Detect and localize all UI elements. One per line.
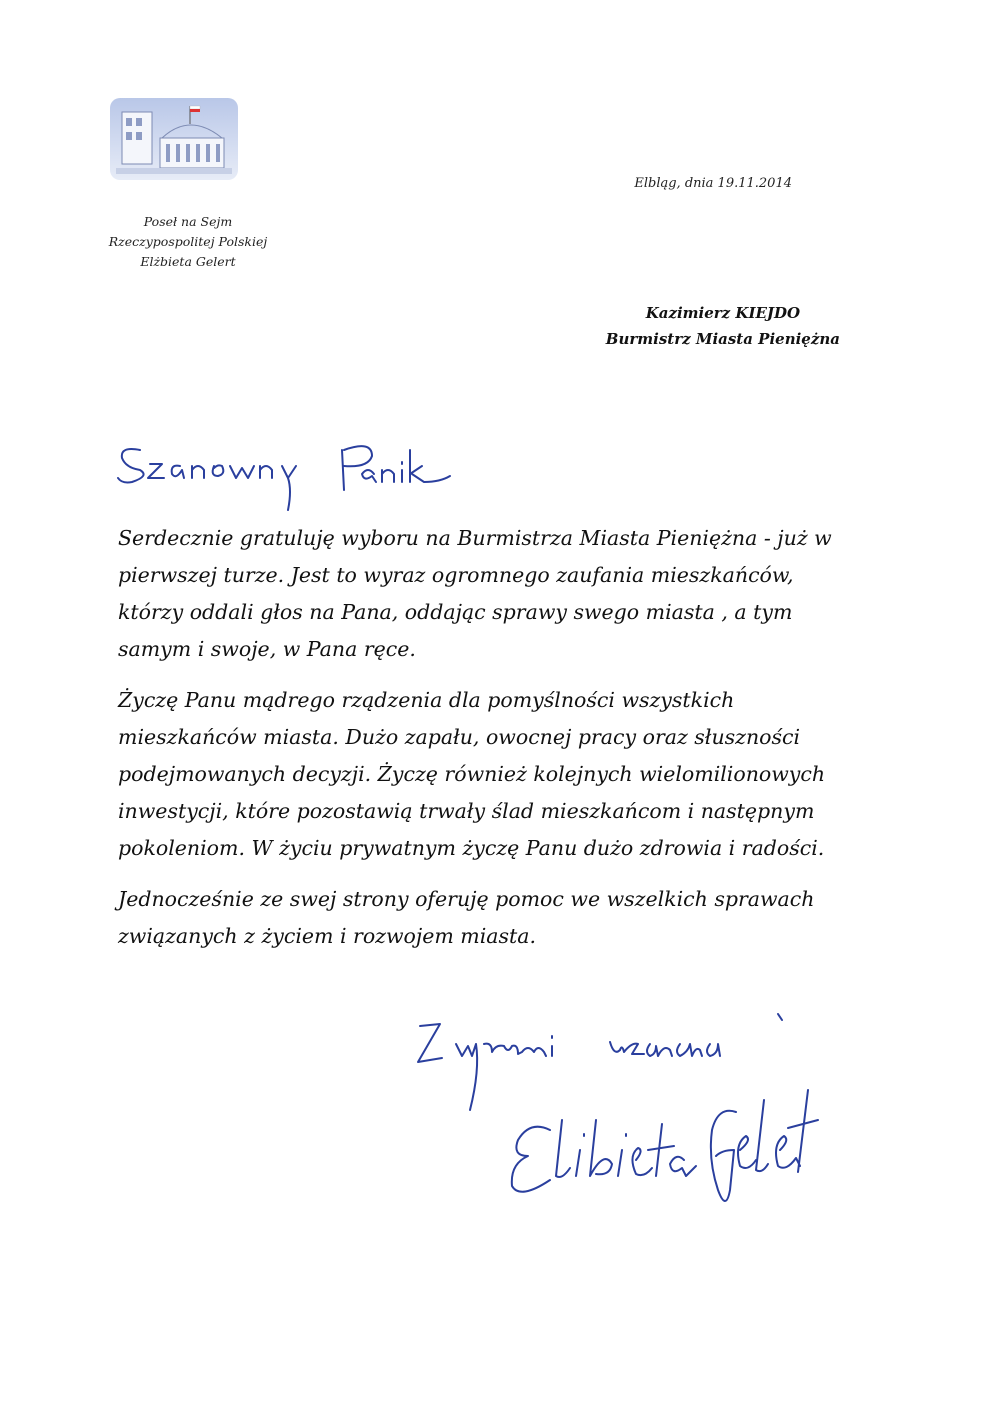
recipient-block bbox=[606, 300, 840, 352]
letter-body bbox=[118, 520, 858, 969]
sender-line: Poseł na Sejm bbox=[143, 214, 233, 229]
handwritten-closing-and-signature bbox=[400, 1000, 820, 1230]
letter-date: Elbląg, dnia 19.11.2014 bbox=[634, 176, 792, 191]
sender-block bbox=[108, 212, 268, 272]
recipient-name: Kazimierz KIEJDO bbox=[645, 304, 801, 322]
sender-line: Rzeczypospolitej Polskiej bbox=[108, 234, 268, 249]
recipient-title: Burmistrz Miasta Pieniężna bbox=[605, 330, 840, 348]
body-paragraph: Życzę Panu mądrego rządzenia dla pomyślności wszystkich mieszkańców miasta. Dużo zapału, owocnej pracy oraz słuszności podejmowanych decyzji. Życzę również kolejnych wielomilionowych inwestycji, które pozostawią trwały ślad mieszkańcom i następnym pokoleniom. W życiu prywatnym życzę Panu dużo zdrowia i radości. bbox=[118, 688, 826, 860]
sejm-building-logo-icon bbox=[110, 98, 238, 180]
sender-name: Elżbieta Gelert bbox=[140, 254, 236, 269]
body-paragraph: Jednocześnie ze swej strony oferuję pomoc we wszelkich sprawach związanych z życiem i rozwojem miasta. bbox=[118, 887, 815, 948]
handwritten-salutation bbox=[110, 420, 490, 530]
body-paragraph: Serdecznie gratuluję wyboru na Burmistrza Miasta Pieniężna - już w pierwszej turze. Jest to wyraz ogromnego zaufania mieszkańców, którzy oddali głos na Pana, oddając sprawy swego miasta , a tym samym i swoje, w Pana ręce. bbox=[118, 526, 832, 661]
